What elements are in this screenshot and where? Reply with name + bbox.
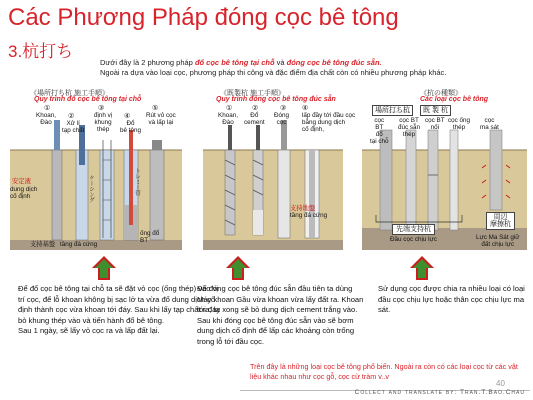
- right-friction-vi: Lực Ma Sát giữ đất chịu lực: [476, 234, 520, 248]
- left-step-2-label: Xử lí tạp chất: [62, 120, 85, 134]
- intro-bold-1: đổ cọc bê tông tại chỗ: [194, 58, 275, 67]
- mid-step-2-num: ②: [252, 105, 259, 112]
- right-col-1-label: cọc BT đổ tại chỗ: [370, 117, 389, 145]
- left-step-5-label: Rút vỏ cọc và lấp lại: [146, 112, 176, 126]
- mid-bearing-jp: 支持地盤: [290, 205, 316, 212]
- intro-line2: Ngoài ra dựa vào loại cọc, phương pháp thi công và đặc điểm địa chất còn có nhiều phương pháp khác.: [100, 68, 447, 77]
- right-panel-subtitle: Các loại cọc bê tông: [420, 96, 489, 103]
- left-step-1-label: Khoan, Đào: [36, 112, 56, 126]
- right-tag-precast: 既 製 杭: [420, 105, 451, 116]
- intro-bold-2: đóng cọc bê tông đúc sẵn.: [286, 58, 382, 67]
- right-end-bearing-vi: Đầu cọc chịu lực: [390, 236, 437, 243]
- section-subtitle: 3.杭打ち: [8, 42, 74, 61]
- right-description: Sử dụng cọc được chia ra nhiều loại có loại đầu cọc chịu lực hoặc thân cọc chịu lực ma sát.: [378, 284, 525, 314]
- intro-line1-pre: Dưới đây là 2 phương pháp: [100, 58, 195, 67]
- right-tag-cast-in-place: 場所打ち杭: [372, 105, 413, 116]
- middle-panel-title: 《既製杭 施工手順》: [220, 90, 285, 97]
- mid-bearing-vi: tầng đá cứng: [290, 212, 328, 219]
- left-panel-title: 《場所打ち杭 施工手順》: [30, 90, 109, 97]
- left-step-2-num: ②: [68, 113, 75, 120]
- right-end-bearing-jp: 先端支持杭: [392, 224, 435, 235]
- middle-panel-subtitle: Quy trình đóng cọc bê tông đúc sẵn: [216, 96, 336, 103]
- left-casing-label: ケーシング: [88, 175, 94, 203]
- right-col-3-label: cọc BT nối: [425, 117, 445, 131]
- left-step-5-num: ⑤: [152, 105, 159, 112]
- right-col-2-label: cọc BT đúc sẵn thép: [398, 117, 421, 138]
- left-bearing-vi: tầng đá cứng: [60, 241, 98, 248]
- page-number: 40: [496, 379, 505, 388]
- right-panel-title: 《杭の種類》: [420, 90, 462, 97]
- arrow-left-up: [92, 256, 116, 280]
- mid-step-4-num: ④: [302, 105, 309, 112]
- mid-step-2-label: Đổ cement: [244, 112, 265, 126]
- mid-step-3-label: Đóng cọc: [274, 112, 290, 126]
- mid-step-4-label: lấp đầy tới đầu cọc bằng dung dịch cố định,: [302, 112, 356, 133]
- mid-step-1-num: ①: [226, 105, 233, 112]
- left-slurry-vi: dung dịch cố định: [10, 186, 38, 200]
- right-col-5-label: cọc ma sát: [480, 117, 499, 131]
- left-step-4-label: Đổ bê tông: [120, 120, 142, 134]
- middle-panel-ground: [203, 120, 343, 250]
- left-step-3-num: ③: [98, 105, 105, 112]
- left-bearing-jp: 支持基盤: [30, 241, 56, 248]
- arrow-right-up: [410, 256, 434, 280]
- intro-line1-mid: và: [274, 58, 287, 67]
- left-slurry-jp: 安定液: [12, 178, 31, 185]
- left-step-1-num: ①: [44, 105, 51, 112]
- right-friction-jp: 周辺 摩擦杭: [486, 212, 515, 230]
- right-col-4-label: cọc ống thép: [448, 117, 471, 131]
- left-tremie-jp: トレミー管: [134, 168, 140, 196]
- left-tremie-vi: ống đổ BT: [140, 230, 160, 244]
- left-step-3-label: định vị khung thép: [94, 112, 113, 133]
- left-description: Để đổ cọc bê tông tại chỗ ta sẽ đặt vỏ cọc (ống thép) vào vị trí cọc, để lỗ khoan không bị sạc lở ta vừa đổ dung dịch cố định thành cọc vừa khoan tới đáy. Sau khi lấy tạp chất ra, ta bỏ khung thép vào và tiến hành đổ bê tông. Sau 1 ngày, sẽ lấy vỏ cọc ra và lấp đất lại.: [18, 284, 220, 335]
- left-step-4-num: ④: [124, 113, 131, 120]
- page-title: Các Phương Pháp đóng cọc bê tông: [8, 4, 399, 31]
- middle-description: Để đóng cọc bê tông đúc sẵn đầu tiên ta dùng Máy khoan Gầu vừa khoan vừa lấy đất ra. Khoan tới đáy xong sẽ bỏ dung dịch cement trắng vào. Sau khi đóng cọc bê tông đúc sẵn vào sẽ bơm dung dịch cố định để lấp các khoảng còn trống trong lỗ tới đầu cọc.: [197, 284, 364, 346]
- arrow-middle-up: [226, 256, 250, 280]
- footer-note: Trên đây là những loại cọc bê tông phổ biến. Ngoài ra còn có các loại cọc từ các vật liệu khác nhau như cọc gỗ, cọc cừ tràm v..v: [250, 362, 518, 381]
- mid-step-1-label: Khoan, Đào: [218, 112, 238, 126]
- credit-line: Collect and translate by: Tran.T.Bao.Chau: [354, 389, 525, 396]
- left-panel-subtitle: Quy trình đổ cọc bê tông tại chỗ: [34, 96, 142, 103]
- mid-step-3-num: ③: [280, 105, 287, 112]
